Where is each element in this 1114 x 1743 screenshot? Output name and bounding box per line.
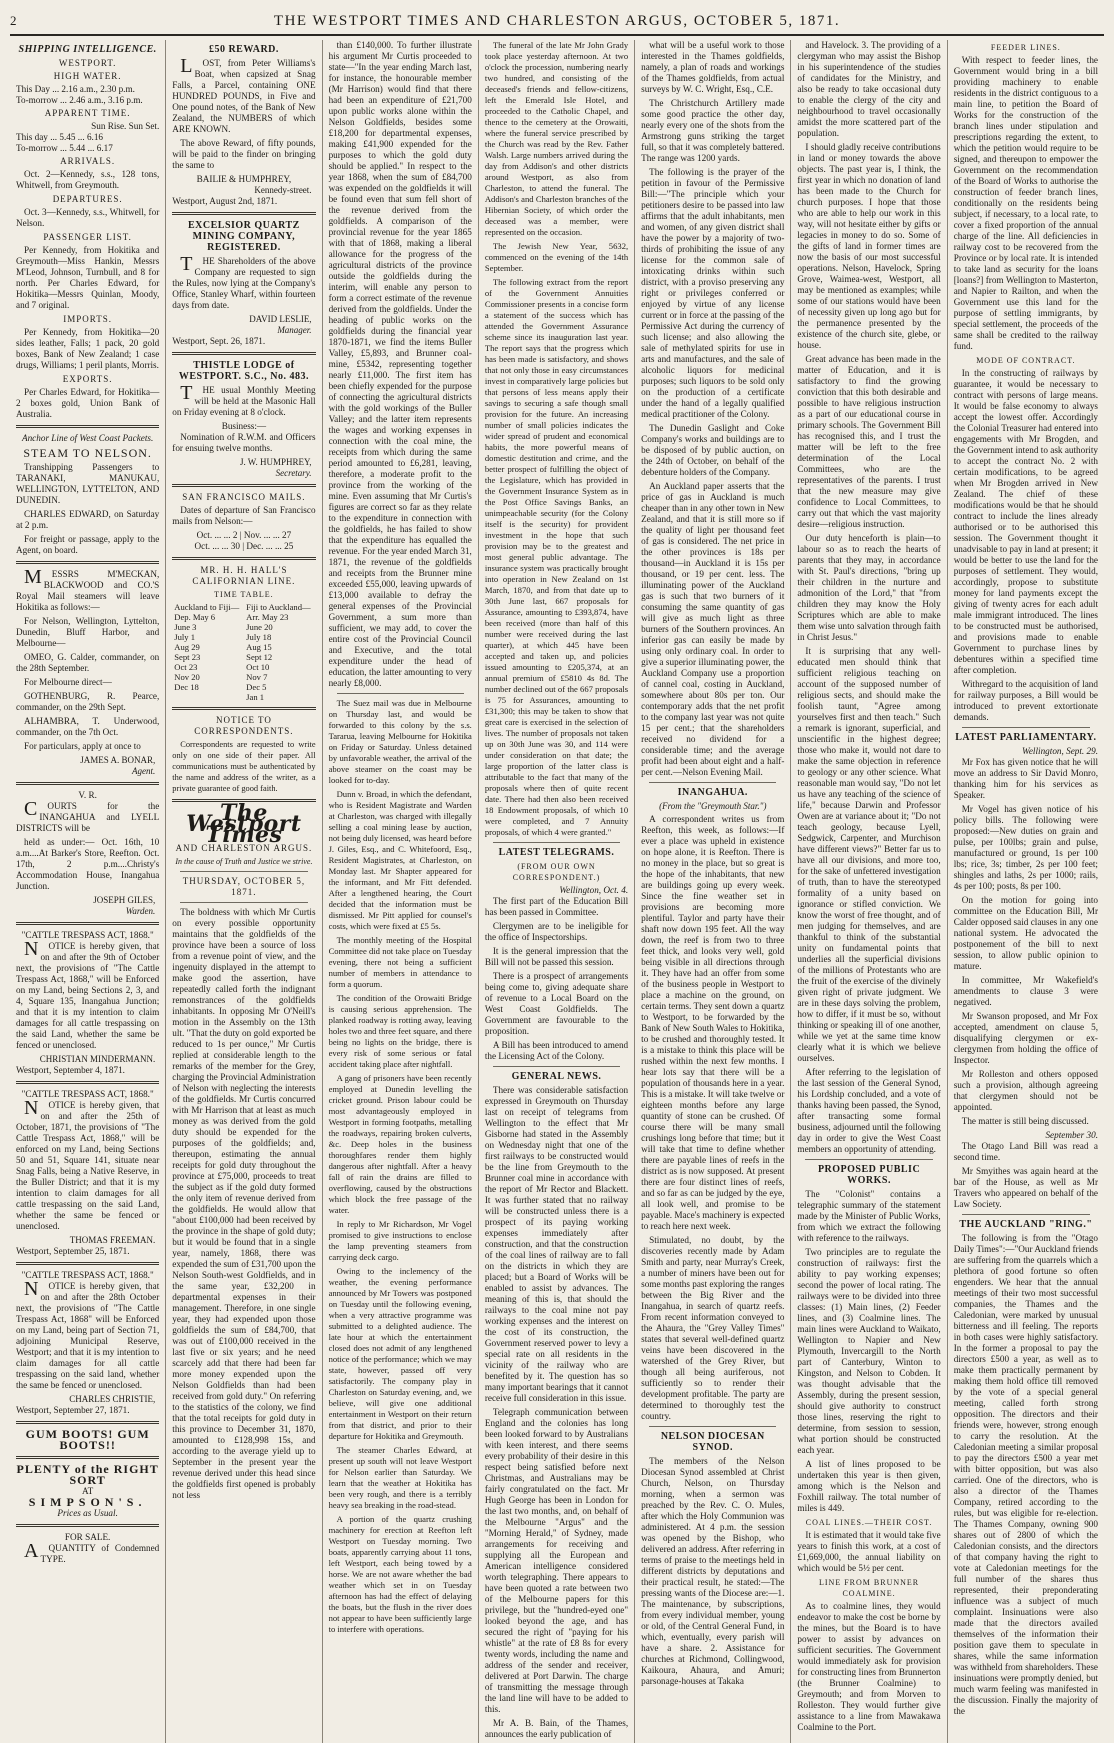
timetable-cell: Oct 10: [246, 662, 270, 672]
divider: [16, 425, 159, 428]
correspondents-heading: NOTICE TO CORRESPONDENTS.: [194, 715, 294, 736]
divider: [172, 352, 315, 355]
general-news-item: The Dunedin Gaslight and Coke Company's works and buildings are to be disposed of by public auction, on the 24th of October, on behalf of the debenture holders of the Company.: [641, 423, 785, 477]
timetable-cell: Nov 20: [174, 672, 200, 682]
high-water-line: To-morrow ... 2.46 a.m., 3.16 p.m.: [16, 95, 143, 105]
timetable-cell: Dec 18: [174, 682, 199, 692]
news-item: The monthly meeting of the Hospital Committee did not take place on Tuesday evening, there not being a sufficient number of members in attendance to form a quorum.: [328, 935, 472, 989]
telegram-item: A Bill has been introduced to amend the Licensing Act of the Colony.: [484, 1040, 629, 1061]
timetable-cell: July 1: [174, 632, 196, 642]
timetable-cell: Sept 12: [246, 652, 273, 662]
divider: [649, 782, 776, 783]
steam-nelson-text: Transhipping Passengers to TARANAKI, MANUKAU, WELLINGTON, LYTTELTON, AND DUNEDIN.: [16, 462, 160, 505]
exports-heading: EXPORTS.: [62, 374, 113, 384]
steam-nelson-vessel: CHARLES EDWARD, on Saturday at 2 p.m.: [16, 509, 160, 530]
prices-text: Prices as Usual.: [57, 1508, 118, 1518]
gothenburg-sailing: GOTHENBURG, R. Pearce, commander, on the 29th Sept.: [16, 691, 160, 712]
melbourne-direct: For Melbourne direct—: [24, 677, 112, 687]
general-news-item: The following is the prayer of the petition in favour of the Permissive Bill:—"The principle which your petitioners desire to be passed into law affirms that the adult inhabitants, men and women, of any given district shall have the power by a majority of two-thirds of prohibiting the issue of any license for the common sale of intoxicating drinks within such district, with a proviso preserving any right or privileges conferred or enjoyed by virtue of any license current or in force at the passing of the Permissive Act during the currency of such license; and also allowing the sale of methylated spirits for use in arts and manufactures, and the sale of alcoholic liquors for medicinal purposes; such liquors to be sold only on the production of a certificate under the hand of a legally qualified medical practitioner of the Colony.: [641, 167, 785, 419]
general-news-item: Telegraph communication between England and the colonies has long been looked forward to by Australians with keen interest, and there seems every probability of their desire in this respect being satisfied before next Christmas, and Australians may be fairly congratulated on the fact. Mr Hugh George has been in London for the last two months, and, on behalf of the Melbourne "Argus" and the "Morning Herald," of Sydney, made arrangements for receiving and supplying all the European and American intelligence considered worth telegraphing. There appears to have been quoted a rate between two of the Melbourne papers for this privilege, but the "hundred-eyed one" looked beyond the age, and has secured the right of "paying for his whistle" at the rate of £8 8s for every twenty words, including the name and address of the sender and receiver, delivered at Port Darwin. The charge of transmitting the message through the land line will have to be added to this.: [484, 1407, 629, 1714]
trespass-date: Westport, September 4, 1871.: [16, 1065, 125, 1075]
parliamentary-item: The Otago Land Bill was read a second time.: [953, 1141, 1098, 1162]
inangahua-text: Stimulated, no doubt, by the discoveries recently made by Adam Smith and party, near Murray's Creek, a number of miners have been out for some months past exploring the ranges between the Big River and the Inangahua, in search of quartz reefs. From recent information conveyed to the Ahaura, the "Grey Valley Times" states that several well-defined quartz veins have been discovered in the watershed of the Grey River, but though all being auriferous, not sufficiently so to render their development profitable. The party are determined to thoroughly test the country.: [641, 1235, 785, 1421]
paper-title: The Westport Times: [186, 800, 302, 848]
parliamentary-item: Mr Swanson proposed, and Mr Fox accepted, amendment on clause 5, disqualifying clergymen or ex-clergymen from holding the office of Inspector.: [953, 1011, 1098, 1065]
quartz-text: THE Shareholders of the above Company are requested to sign the Rules, now lying at the Company's Office, Stanley Wharf, within fourteen days from date.: [172, 253, 316, 310]
agent-name: JAMES A. BONAR,: [80, 755, 156, 765]
divider: [16, 922, 159, 925]
column-1: [10, 40, 166, 1743]
departures-heading: DEPARTURES.: [52, 194, 123, 204]
column-3: [323, 40, 479, 1743]
feeder-lines-heading: FEEDER LINES.: [990, 43, 1061, 52]
lodge-signature: J. W. HUMPHREY,: [239, 457, 312, 467]
trespass-text: NOTICE is hereby given, that on and after the 25th of October, 1871, the provisions of "The Cattle Trespass Act, 1868," will be enforced on my Land, being Sections 50 and 51, Square 141, situate near Snag Falls, being a Native Reserve, in the Buller District; and that it is my intention to claim damages for all cattle trespassing on the said Land, whether the same be fenced or unenclosed.: [16, 1097, 160, 1231]
parliamentary-item: In committee, Mr Wakefield's amendments to clause 3 were negatived.: [953, 975, 1098, 1007]
editorial-text: than £140,000. To further illustrate his argument Mr Curtis proceeded to state—"In the year ending March last, for instance, the honourable member (Mr Harrison) would find that there had been an expenditure of £21,700 upon public works alone within the Nelson Goldfields, besides some £18,200 for departmental expenses, making £41,900 expended for the purposes to which the gold duty should be applied." In respect to the year 1868, when the sum of £84,700 was expended on the goldfields it will be found even that sum fell short of the revenue derived from the goldfields. A comparison of the provincial revenue for the year 1865 with that of 1868, making a liberal allowance for the progress of the agricultural districts of the province outside the goldfields during the interim, will enable any person to form a correct estimate of the revenue derived from the goldfields. Under the heading of public works on the goldfields during the financial year 1870-1871, we find the items Buller Valley, £5,893, and Brunner coal-mine, £5342, representing together nearly £11,000. The first item has been chiefly expended for the purpose of connecting the agricultural districts with the gold workings of the Buller Valley; and the latter item represents the wages and working expenses in connection with the coal mine, the receipts from which during the same period amounted to £6,281, leaving, therefore, a moderate profit to the province from the working of the mine. Even assuming that Mr Curtis's figures are correct so far as they relate to the expenditure in connection with the goldfields, he has failed to show that the expenditure has equalled the revenue. For the year ended March 31, 1871, the revenue of the goldfields and receipts from the Brunner mine exceeded £55,000, leaving upwards of £13,000 available to defray the general expenses of the Provincial Government, a sum more than sufficient, we may add, to cover the entire cost of the Provincial Council and Executive, and the total expenditure under the head of education, the latter amounting to very nearly £8,000.: [328, 40, 472, 688]
paper-motto: In the cause of Truth and Justice we strive.: [175, 857, 313, 866]
apparent-time-heading: APPARENT TIME.: [44, 108, 131, 118]
newspaper-page: [10, 8, 1104, 1739]
inangahua-subtitle: (From the "Greymouth Star."): [659, 801, 767, 811]
trespass-date: Westport, September 27, 1871.: [16, 1405, 130, 1415]
reward-text: LOST, from Peter Williams's Boat, when capsized at Snag Falls, a Parcel, containing ONE HUNDRED POUNDS, in Five and One pound notes, of the Bank of New Zealand, the NUMBERS of which ARE KNOWN.: [172, 55, 316, 134]
general-news-heading: GENERAL NEWS.: [511, 1071, 602, 1082]
timetable-row: [172, 692, 315, 702]
divider: [172, 212, 315, 215]
timetable-cell: Arr. May 23: [246, 612, 289, 622]
quartz-title: Manager.: [277, 325, 312, 335]
alhambra-sailing: ALHAMBRA, T. Underwood, commander, on the 7th Oct.: [16, 716, 160, 737]
port-heading: WESTPORT.: [58, 58, 117, 68]
parliamentary-item: On the motion for going into committee on the Education Bill, Mr Calder opposed said clauses in any one national system. He advocated the postponement of the bill to next session, to allow public opinion to mature.: [953, 895, 1098, 971]
at-text: AT: [82, 1486, 94, 1496]
timetable-cell: Sept 23: [174, 652, 201, 662]
news-item: A gang of prisoners have been recently employed at Dunedin levelling the cricket ground. Prison labour could be most advantageously employed in Westport in forming footpaths, metalling the roadways, repairing broken culverts, &c. Deep holes in the business thoroughfares render them highly dangerous after nightfall. After a heavy fall of rain the drains are filled to overflowing, caused by the obstructions which block the free passage of the water.: [328, 1073, 472, 1215]
quartz-heading: EXCELSIOR QUARTZ MINING COMPANY, REGISTERED.: [188, 220, 300, 253]
mails-row: Oct. ... ... 2 | Nov. ... ... 27: [196, 530, 292, 540]
reward-signature: BAILIE & HUMPHREY,: [196, 174, 292, 184]
news-item: Dunn v. Broad, in which the defendant, who is Resident Magistrate and Warden at Charleston, was charged with illegally selling a coal mining lease by auction, not being duly licensed, was heard before J. Giles, Esq., and C. Whitefoord, Esq., Resident Magistrates, at Charleston, on Monday last. Mr Shapter appeared for the informant, and Mr Fitt defended. After a lengthened hearing, the Court decided that the information must be dismissed. Mr Pitt applied for counsel's costs, which were fixed at £5 5s.: [328, 789, 472, 931]
timetable-cell: Aug 15: [246, 642, 272, 652]
parliamentary-item: Mr Rolleston and others opposed such a provision, although agreeing that clergymen should not be appointed.: [953, 1069, 1098, 1112]
timetable-header-cell: Fiji to Auckland—: [246, 602, 311, 612]
news-item: The steamer Charles Edward, at present up south will not leave Westport for Nelson earlier than Saturday. We learn that the weather at Hokitika has been very rough, and there is a terribly heavy sea breaking in the road-stead.: [328, 1445, 472, 1510]
lodge-business-label: Business:—: [221, 421, 267, 431]
timetable-cell: Nov 7: [246, 672, 268, 682]
trespass-date: Westport, September 25, 1871.: [16, 1246, 130, 1256]
telegram-item: The first part of the Education Bill has been passed in Committee.: [484, 896, 629, 917]
quartz-signature: DAVID LESLIE,: [249, 314, 312, 324]
sun-rise-set-header: Sun Rise. Sun Set.: [91, 121, 160, 131]
paper-dateline: THURSDAY, OCTOBER 5, 1871.: [182, 876, 306, 897]
divider: [805, 1159, 932, 1160]
divider: [172, 484, 315, 487]
timetable-row: [172, 652, 315, 662]
news-item: The condition of the Orowaiti Bridge is causing serious apprehension. The planked roadway is rotting away, leaving holes two and three feet square, and there being no lights on the bridge, there is every risk of some serious or fatal accident taking place after nightfall.: [328, 993, 472, 1069]
mails-subtitle: Dates of departure of San Francisco mails from Nelson:—: [172, 505, 316, 526]
general-news-item: The Christchurch Artillery made some good practice the other day, nearly every one of the shots from the Armstrong guns striking the target full, so that it was completely battered. The range was 1200 yards.: [641, 98, 785, 163]
particulars-text: For particulars, apply at once to: [24, 741, 141, 751]
timetable-cell: June 20: [246, 622, 273, 632]
trespass-signature: CHRISTIAN MINDERMANN.: [39, 1054, 156, 1064]
news-item: Owing to the inclemency of the weather, the evening performance announced by Mr Towers was postponed on Tuesday until the following evening, when a very attractive programme was submitted to a delighted audience. The late hour at which the entertainment closed does not admit of any lengthened notice of the performance; which we may state, however, passed off very satisfactorily. The company play in Charleston on Saturday evening, and, we believe, will give one additional entertainment in Westport on their return from that district, and prior to their departure for Hokitika and Greymouth.: [328, 1266, 472, 1441]
synod-heading: NELSON DIOCESAN SYNOD.: [660, 1431, 765, 1453]
telegrams-dateline: Wellington, Oct. 4.: [559, 885, 629, 895]
general-news-item: An Auckland paper asserts that the price of gas in Auckland is much cheaper than in any other town in New Zealand, and that it is still more so if the quality of light per thousand feet of gas is considered. The net price in the other provinces is 18s per thousand—in Auckland it is 15s per thousand, or 19 per cent. less. The illuminating power of the Auckland gas is such that two burners of it consuming the same quantity of gas will give as much light as three burners of the Southern provinces. An inferior gas can easily be made by using only ordinary coal. In order to give a superior illuminating power, the Auckland Company use a proportion of cannel coal, costing in Auckland, somewhere about 80s per ton. Our contemporary adds that the net profit to the company last year was not quite 15 per cent.; that the shareholders received no dividend for a considerable time; and the average profit had been about eight and a half-per cent.—Nelson Evening Mail.: [641, 481, 785, 777]
synod-text: I should gladly receive contributions in land or money towards the above objects. The past year is, I think, the first year in which no donation of land has been made to the Church for church purposes. I hope that those who are able to help our work in this way, will not hesitate either by gifts or legacies in money to do so. Some of the gifts of land in former times are now the basis of our most successful operations. Nelson, Havelock, Spring Grove, Waimea-west, Westport, all may be mentioned as examples; while some of our stations would have been of necessity given up long ago but for the permanence presented by the existence of the church site, glebe, or house.: [797, 142, 941, 350]
telegram-item: It is the general impression that the Bill will not be passed this session.: [484, 946, 629, 967]
lodge-title: Secretary.: [275, 468, 312, 478]
timetable-row: [172, 672, 315, 682]
reward-heading: £50 REWARD.: [208, 44, 279, 55]
inangahua-text: A correspondent writes us from Reefton, this week, as follows:—If ever a place was upheld in existence on hope alone, it is Reefton. There is no money in the place, but so great is the hope of the inhabitants, that new are buildings going up every week. Since the fine weather set in provisions are becoming more plentiful. Taylor and party have their shaft now down 195 feet. All the way down, the reef is from two to three feet thick, and looks very well, gold being visible in all directions through it. They have had an offer from some of the business people in Westport to place a machine on the ground, on certain terms. They sent down a quartz to Westport, to be forwarded by the Bank of New South Wales to Hokitika, to be crushed and thoroughly tested. It is a mistake to think this place will be rushed within the next few months. I hear lots say that there will be a population of thousands here in a year. This is a mistake. It will take twelve or eighteen months before any large quantity of stone can be crushed. Of course there will be many small crushings long before that time; but it will take that time to define whether there are payable lines of reefs in the district as is now supposed. At present there are four distinct lines of reefs, and so far as can be judged by the eye, all look well, and promise to be payable. Mace's machinery is expected to reach here next week.: [641, 814, 785, 1231]
arrivals-text: Oct. 2—Kennedy, s.s., 128 tons, Whitwell, from Greymouth.: [16, 169, 160, 190]
divider: [16, 1524, 159, 1527]
steam-nelson-apply: For freight or passage, apply to the Agent, on board.: [16, 534, 160, 555]
timetable-cell: Aug 29: [174, 642, 200, 652]
timetable-row: [172, 642, 315, 652]
divider: [16, 1262, 159, 1265]
coal-lines-heading: COAL LINES.—THEIR COST.: [805, 1518, 933, 1527]
trespass-signature: CHARLES CHRISTIE,: [69, 1394, 156, 1404]
telegram-item: Clergymen are to be ineligible for the office of Inspectorships.: [484, 921, 629, 942]
divider: [16, 1081, 159, 1084]
timetable-row: [172, 662, 315, 672]
lodge-heading: THISTLE LODGE of WESTPORT. S.C., No. 483.: [178, 360, 309, 382]
page-number: 2: [10, 13, 17, 28]
timetable-header: [172, 602, 315, 612]
parliamentary-heading: LATEST PARLIAMENTARY.: [955, 732, 1097, 743]
general-news-item: There was considerable satisfaction expressed in Greymouth on Thursday last on receipt of telegrams from Wellington to the effect that Mr Gisborne had stated in the Assembly on Wednesday night that one of the first railways to be constructed would be the line from Greymouth to the Brunner coal mine in accordance with the report of Mr Rector and Blackett. It was further stated that no railway will be constructed unless there is a prospect of its paying working expenses immediately after construction, and that the construction of the coal lines of railway are to fall on the districts in which they are placed; but a Board of Works will be enabled to assist by advances. The meaning of this is, that should the railways to the coal mine not pay working expenses and the interest on the cost of its construction, the Government reserved power to levy a special rate on all residents in the vicinity of the railway who are benefited by it. The question has so many important bearings that it cannot receive full consideration in this issue.: [484, 1085, 629, 1403]
timetable: [172, 602, 315, 702]
timetable-cell: Dec 5: [246, 682, 267, 692]
reward-date: Westport, August 2nd, 1871.: [172, 196, 278, 206]
divider: [16, 782, 159, 785]
shipping-heading: SHIPPING INTELLIGENCE.: [18, 44, 157, 55]
divider: [493, 842, 620, 843]
divider: [16, 1421, 159, 1424]
contract-text: In the constructing of railways by guarantee, it would be necessary to contract with persons of large means. It would be false economy to always accept the lowest offer. Accordingly the Colonial Treasurer had entered into engagements with Mr Brogden, and the Government intend to ask authority to accept the contract No. 2 with certain modifications, to be agreed when Mr Brogden arrived in New Zealand. The chief of these modifications would be that he should contract to include the lines already authorised or to be authorised this session. The Government thought it unadvisable to pay in land at present; it would be better to use the land for the purposes of settlement. They would, accordingly, propose to substitute money for land payments except the giving of twenty acres for each adult male immigrant introduced. The lines to be constructed must be authorised, and provisions made to enable Government to purchase lines by debentures within a specified time after completion.: [953, 368, 1098, 675]
warden-name: JOSEPH GILES,: [93, 895, 156, 905]
reward-text: The above Reward, of fifty pounds, will be paid to the finder on bringing the same to: [172, 138, 316, 170]
timetable-cell: [172, 692, 244, 702]
sun-times-line: This day ... 5.45 ... 6.16: [16, 132, 104, 142]
anchor-line-heading: Anchor Line of West Coast Packets.: [21, 433, 154, 443]
reward-street: Kennedy-street.: [254, 185, 312, 195]
mails-row: Oct. ... ... 30 | Dec. ... ... 25: [194, 541, 294, 551]
divider: [962, 727, 1090, 728]
plenty-heading: PLENTY of the RIGHT SORT: [16, 1462, 159, 1487]
inangahua-heading: INANGAHUA.: [677, 787, 748, 798]
trespass-heading: "CATTLE TRESPASS ACT, 1868.": [21, 930, 154, 940]
steam-nelson-heading: STEAM TO NELSON.: [23, 446, 152, 460]
parliamentary-dateline: Wellington, Sept. 29.: [1022, 746, 1098, 756]
column-4: [479, 40, 635, 1743]
high-water-line: This Day ... 2.16 a.m., 2.30 p.m.: [16, 84, 135, 94]
trespass-signature: THOMAS FREEMAN.: [69, 1235, 156, 1245]
divider: [649, 1426, 776, 1427]
divider: [172, 707, 315, 710]
vr-mark: V. R.: [78, 790, 97, 800]
parliamentary-dateline: September 30.: [1045, 1130, 1098, 1140]
auckland-ring-text: The following is from the "Otago Daily Times":—"Our Auckland friends are suffering from the quarrels which a plethora of good fortune so often engenders. We hear that the annual meetings of their two most successful companies, the Thames and the Caledonian, were marked by unusual bitterness and ill feeling. The reports in both cases were highly satisfactory. In the former a proposal to pay the directors £500 a year, as well as to make them practically permanent by making them hold office till removed by the vote of a special general meeting, called forth strong opposition. The directors and their friends were, however, strong enough to carry the resolution. At the Caledonian meeting a similar proposal to pay the directors £500 a year met with bitter opposition, but was also carried. One of the directors, who is also a director of the Thames Company, retired according to the rules, but was eligible for re-election. The Thames Company, owning 900 shares out of 2800 of which the Caledonian consists, and the directors of that company having the right to vote at Caledonian meetings for the full number of the shares thus represented, their preponderating influence was a subject of much complaint. Insinuations were also made that the directors availed themselves of the information their position gave them to speculate in shares, while the same information was withheld from shareholders. These insinuations were promptly denied, but much warm feeling was manifested in the discussion. Finally the majority of the: [953, 1233, 1098, 1716]
trespass-heading: "CATTLE TRESPASS ACT, 1868.": [21, 1270, 154, 1280]
trespass-heading: "CATTLE TRESPASS ACT, 1868.": [21, 1089, 154, 1099]
sun-times-line: To-morrow ... 5.44 ... 6.17: [16, 143, 113, 153]
quartz-date: Westport, Sept. 26, 1871.: [172, 336, 266, 346]
newspaper-masthead-title: THE WESTPORT TIMES AND CHARLESTON ARGUS, OCTOBER 5, 1871.: [273, 12, 841, 29]
parliamentary-item: Mr Fox has given notice that he will move an address to Sir David Monro, thanking him for his services as Speaker.: [953, 757, 1098, 800]
mcmeckan-route: For Nelson, Wellington, Lyttelton, Dunedin, Bluff Harbor, and Melbourne—: [16, 616, 160, 648]
correspondents-text: Correspondents are requested to write only on one side of their paper. All communications must be authenticated by the name and address of the writer, as a private guarantee of good faith.: [172, 740, 316, 793]
news-item: The funeral of the late Mr John Grady took place yesterday afternoon. At two o'clock the procession, numbering nearly two hundred, and consisting of the deceased's friends and fellow-citizens, left the Emerald Isle Hotel, and proceeded to the Catholic Chapel, and thence to the cemetery at the Orowaiti, where the funeral service prescribed by the Church was read by the Rev. Father Walsh. Large numbers arrived during the day from Addison's and other districts around Westport, as also from Charleston, to attend the funeral. The Addison's and Charleston branches of the Hibernian Society, of which order the deceased was a member, were represented on the occasion.: [484, 40, 629, 237]
synod-text: and Havelock. 3. The providing of a clergyman who may assist the Bishop in his superintendence of the studies of candidates for the Ministry, and also be ready to take occasional duty to enable the clergy of the city and neighbourhood to travel occasionally amidst the more scattered part of the population.: [797, 40, 941, 138]
timetable-cell: June 3: [174, 622, 197, 632]
synod-text: It is surprising that any well-educated men should think that sufficient religious teaching on account of the supposed number of religious sects, and should make the foolish taunt, "Agree among yourselves first and then teach." Such a remark is ignorant, superficial, and unscientific in the highest degree; those who make it, would not dare to make the same objection in reference to geology or any other science. What reasonable man would say, "Do not let us have any teaching of the science of life," because Darwin and Professor Owen are at variance about it; "Do not teach geology, because Lyell, Sedgwick, Carpenter, and Murchison have different views?" Better far us to have all our divisions, and more too, for the sake of unfettered investigation of truth, than to have the stereotyped formality of a unity based on ignorance or stifled conviction. We know the worst of free thought, and of men judging for themselves, and are thankful to think of the substantial unity on fundamental points that underlies all the superficial divisions of the millions of Protestants who are the fruit of the exercise of the divinely given right of private judgment. We are in these days solving the problem, how to differ, if it must be so, without thinking or speaking ill of one another, while we yet at the same time know clearly what it is which we believe ourselves.: [797, 646, 941, 1063]
synod-text: The members of the Nelson Diocesan Synod assembled at Christ Church, Nelson, on Thursday morning, when a sermon was preached by the Rev. C. O. Mules, after which the Holy Communion was administered. At 4 p.m. the session was opened by the Bishop, who delivered an address. After referring in terms of praise to the meetings held in different districts by deputations and their practical result, he stated:—The pressing wants of the Diocese are:—1. The maintenance, by subscriptions, from every individual member, young or old, of the Central General Fund, in which, eventually, every parish will have a share. 2. Assistance for churches at Richmond, Collingwood, Kaikoura, Ahaura, and Amuri; parsonage-houses at Takaka: [641, 1456, 785, 1686]
simpsons-heading: SIMPSON'S.: [28, 1495, 147, 1509]
news-item: A portion of the quartz crushing machinery for erection at Reefton left Westport on Tuesday morning. Two boats, apparently carrying about 11 tons, left Westport, each being towed by a horse. We are not aware whether the bad weather which set in on Tuesday afternoon has had the effect of delaying the boats, but the flush in the river does not appear to have been sufficiently large to interfere with operations.: [328, 1514, 472, 1634]
column-5: [635, 40, 791, 1743]
contract-heading: MODE OF CONTRACT.: [976, 356, 1076, 365]
telegram-item: There is a prospect of arrangements being come to, giving adequate share of revenue to a Local Board on the West Coast Goldfields. The Government are favourable to the proposition.: [484, 971, 629, 1036]
timetable-cell: Oct 23: [174, 662, 198, 672]
public-works-text: The "Colonist" contains a telegraphic summary of the statement made by the Minister of Public Works, from which we extract the following with reference to the railways.: [797, 1189, 941, 1243]
courts-text: held as under:— Oct. 16th, 10 a.m....At Barker's Store, Reefton. Oct. 17th, 2 p.m....Christy's Accommodation House, Inangahua Junction.: [16, 837, 160, 891]
timetable-cell: July 18: [246, 632, 272, 642]
columns: [10, 40, 1104, 1739]
parliamentary-item: Mr Smyithes was again heard at the bar of the House, as well as Mr Travers who appeared on behalf of the Law Society.: [953, 1166, 1098, 1209]
public-works-text: Two principles are to regulate the construction of railways: first the ability to pay working expenses; second the power of local rating. The railways were to be divided into three classes: (1) Main lines, (2) Feeder lines, and (3) Coalmine lines. The main lines were Auckland to Waikato, Wellington to Napier and New Plymouth, Invercargill to the North part of Canterbury, Winton to Kingston, and Nelson to Cobden. It was thought advisable that the Assembly, during the present session, should give authority to construct those lines, reserving the right to determine, from session to session, what portion should be constructed each year.: [797, 1247, 941, 1455]
omeo-sailing: OMEO, G. Calder, commander, on the 28th September.: [16, 652, 160, 673]
news-item: In reply to Mr Richardson, Mr Vogel promised to give instructions to enclose the lamp preventing steamers from carrying deck cargo.: [328, 1219, 472, 1262]
news-item: The Jewish New Year, 5632, commenced on the evening of the 14th September.: [484, 241, 629, 273]
parliamentary-item: Mr Vogel has given notice of his policy bills. The following were proposed:—New duties on grain and pulse, per 100lbs; grain and pulse, manufactured or ground, 1s per 100 lbs; rice, 3s; timber, 2s per 100 feet; shingles and laths, 2s per 1000; rails, 4s per 100; posts, 8s per 100.: [953, 804, 1098, 891]
column-2: [166, 40, 322, 1743]
coal-lines-text: It is estimated that it would take five years to finish this work, at a cost of £1,669,000, the annual liability on which would be 5½ per cent.: [797, 1530, 941, 1573]
courts-heading: COURTS for the INANGAHUA and LYELL DISTRICTS will be: [16, 798, 160, 833]
column-7: [948, 40, 1104, 1743]
lodge-text: THE usual Monthly Meeting will be held at the Masonic Hall on Friday evening at 8 o'clock.: [172, 382, 316, 417]
telegrams-heading: LATEST TELEGRAMS.: [498, 847, 615, 858]
column-6: [791, 40, 947, 1743]
arrivals-heading: ARRIVALS.: [60, 156, 116, 166]
telegrams-subtitle: (FROM OUR OWN CORRESPONDENT.): [512, 862, 601, 882]
brunner-text: As to coalmine lines, they would endeavor to make the cost be borne by the mines, but the Board is to have power to assist by advances on sufficient securities. The Government would immediately ask for provision for constructing lines from Brunnerton (the Brunner Coalmine) to Greymouth; and from Morven to Rolleston. They would further give assistance to a line from Mawakawa Coalmine to the Port.: [797, 1601, 941, 1732]
auckland-ring-heading: THE AUCKLAND "RING.": [959, 1219, 1093, 1230]
hall-subtitle: TIME TABLE.: [214, 590, 274, 599]
timetable-cell: Jan 1: [246, 692, 265, 702]
imports-text: Per Kennedy, from Hokitika—20 sides leather, Falls; 1 pack, 20 gold boxes, Bank of New Zealand; 1 case drugs, Williams; 1 peril plants, Morris.: [16, 327, 160, 370]
public-works-text: A list of lines proposed to be undertaken this year is then given, among which is the Nelson and Foxhill railway. The total number of miles is 449.: [797, 1459, 941, 1513]
synod-text: After referring to the legislation of the last session of the General Synod, his Lordship concluded, and a vote of thanks having been passed, the Synod, after transacting some formal business, adjourned until the following day in order to give the West Coast members an opportunity of attending.: [797, 1067, 941, 1154]
for-sale-heading: FOR SALE.: [64, 1532, 111, 1542]
mcmeckan-text: MESSRS M'MECKAN, BLACKWOOD and CO.'S Royal Mail steamers will leave Hokitika as follows:—: [16, 566, 160, 612]
imports-heading: IMPORTS.: [63, 314, 112, 324]
general-news-item: Mr A. B. Bain, of the Thames, announces the early publication of: [484, 1718, 629, 1739]
paper-subtitle: AND CHARLESTON ARGUS.: [175, 843, 313, 853]
hall-heading: MR. H. H. HALL'S CALIFORNIAN LINE.: [192, 565, 296, 586]
timetable-cell: Dep. May 6: [174, 612, 216, 622]
divider: [172, 557, 315, 560]
divider: [16, 1456, 159, 1459]
timetable-row: [172, 632, 315, 642]
divider: [16, 561, 159, 564]
masthead: [10, 8, 1104, 36]
editorial-text: The boldness with which Mr Curtis on every possible opportunity maintains that the goldfields of the province have been a source of loss from a revenue point of view, and the ingenuity displayed in the attempt to make good the assertion, have repeatedly called forth the indignant remonstrances of the goldfields inhabitants. In opposing Mr O'Neill's motion in the Assembly on the 13th ult. "That the duty on gold exported be reduced to 1s per ounce," Mr Curtis replied at considerable length to the remarks of the member for the Grey, charging the Provincial Administration of Nelson with neglecting the interests of the goldfields. Mr Curtis concurred with Mr Harrison that at least as much money as was derived from the gold duty should be expended for the purposes of the goldfields; and, thereupon, estimating the annual receipts for gold duty throughout the province at £75,000, proceeds to treat the subject as if the gold duty formed the only item of revenue derived from the goldfields. He would allow that "about £100,000 had been received by the province in the shape of gold duty; but it would be found that in a single year, namely, 1868, there was expended the sum of £31,700 upon the Nelson South-west Goldfields, and in the same year, £32,200 in departmental expenses in their management. Therefore, in one single year, they had expended upon those goldfields the sum of £84,700, that was out of £100,000 received in the last five or six years; and he need scarcely add that there had been far more money expended upon the Nelson Goldfields than had been received from gold duty." On referring to the statistics of the colony, we find that the total receipts for gold duty in this province to December 31, 1870, amounted to £128,998 15s, and according to the average yield up to September in the present year the revenue derived under this head since the goldfields first opened is probably not less: [172, 907, 316, 1500]
brunner-heading: LINE FROM BRUNNER COALMINE.: [819, 1578, 920, 1598]
type-sale-text: AQUANTITY of Condemned TYPE.: [24, 1540, 160, 1564]
departures-text: Oct. 3—Kennedy, s.s., Whitwell, for Nelson.: [16, 207, 160, 228]
timetable-row: [172, 622, 315, 632]
divider: [337, 693, 464, 694]
synod-text: Great advance has been made in the matter of Education, and it is satisfactory to find the growing conviction that this both desirable and possible to have religious instruction as a part of our educational course in primary schools. The Government Bill has recognised this, and I trust the matter will be left to the free determination of the Local Committees, who are the representatives of the parents. I trust that the new measure may give confidence to Local Committees, to carry out that which the vast majority desire—religious instruction.: [797, 354, 941, 529]
timetable-header-cell: Auckland to Fiji—: [174, 602, 240, 612]
gum-boots-heading: GUM BOOTS! GUM BOOTS!!: [25, 1427, 150, 1452]
exports-text: Per Charles Edward, for Hokitika—2 boxes gold, Union Bank of Australia.: [16, 387, 160, 419]
news-item: The Suez mail was due in Melbourne on Thursday last, and would be forwarded to this colony by the s.s. Tararua, leaving Melbourne for Hokitika on Friday or Saturday. Unless detained by unfavorable weather, the arrival of the above steamer on the coast may be looked for to-day.: [328, 698, 472, 785]
synod-text: Our duty henceforth is plain—to labour so as to reach the hearts of parents that they may, in accordance with St. Paul's directions, "bring up their children in the nurture and admonition of the Lord," that "from children they may know the Holy Scriptures which are able to make them wise unto salvation through faith in Christ Jesus.": [797, 533, 941, 642]
mails-heading: SAN FRANCISCO MAILS.: [182, 492, 306, 502]
general-news-item: what will be a useful work to those interested in the Thames goldfields, namely, a plan of roads and workings of the Thames goldfields, from actual surveys by W. C. Wright, Esq., C.E.: [641, 40, 785, 94]
high-water-heading: HIGH WATER.: [53, 71, 122, 81]
passenger-text: Per Kennedy, from Hokitika and Greymouth—Miss Hankin, Messrs M'Leod, Johnson, Turnbull, and 8 for north. Per Charles Edward, for Hokitika—Messrs Quinlan, Moody, and 7 original.: [16, 245, 160, 310]
contract-text: Withregard to the acquisition of land for railway purposes, a Bill would be introduced to prevent extortionate demands.: [953, 679, 1098, 722]
warden-title: Warden.: [125, 906, 156, 916]
divider: [493, 1066, 620, 1067]
lodge-business-text: Nomination of R.W.M. and Officers for ensuing twelve months.: [172, 432, 316, 453]
agent-title: Agent.: [132, 766, 156, 776]
parliamentary-item: The matter is still being discussed.: [961, 1116, 1089, 1126]
trespass-text: NOTICE is hereby given, that on and after the 9th of October next, the provisions of "The Cattle Trespass Act, 1868," will be Enforced on my Land, being Sections 2, 3, and 4, Square 135, Inangahua Junction; and that it is my intention to claim damages for all cattle trespassing on the said Land, whether the same be fenced or unenclosed.: [16, 938, 160, 1050]
feeder-lines-text: With respect to feeder lines, the Government would bring in a bill providing machinery to enable residents in the district contiguous to a main line, to petition the Board of Works for the construction of the branch lines under stipulation and prescriptions regarding the extent, to which the petition would require to be signed, and thereupon to empower the Government on the recommendation of the Board of Works to authorise the construction of feeder branch lines, conditionally on the residents being subject, if necessary, to a local rate, to cover a fixed proportion of the annual charge of the line. All deficiencies in railway cost to be recovered from the Province or by local rate. It is intended to take land as security for the loans [loans?] from Wellington to Masterton, and Napier to Railton, and when the Government use this land for the purpose of settling immigrants, by special settlement, the proceeds of the same shall be credited to the railway fund.: [953, 55, 1098, 351]
news-item: The following extract from the report of the Government Annuities Commissioner presents in a concise form a statement of the success which has attended the Government Assurance scheme since its inauguration last year. The report says that the progress which has been made is satisfactory, and shows that not only those in easy circumstances invest in comparatively large policies but that persons of less means apply their savings to securing a safe though small provision for the future. An increasing number of small policies indicates the wider spread of prudent and economical habits, the more powerful means of domestic destitution and crime, and the better prospect of fulfilling the object of the Legislature, which has provided in the Government Insurance System as in the Post Office Savings Banks, an unimpeachable security (for the Colony itself is the security) for provident investment in the hope that such provision may be to the greatest and most general public advantage. The insurance system was practically brought into operation in New Zealand on 1st March, 1870, and from that date up to 30th June last, 667 proposals for Assurance, amounting to £393,874, have been received (more than half of this number were received during the last quarter), at which 445 have been accepted and taken up, and policies issued amounting to £205,374, at an annual premium of £5810 4s 8d. The number declined out of the 667 proposals is 75 for Assurances, amounting to £31,300; this may be taken to show that great care is exercised in the selection of lives. The number of proposals not taken up on 30th June was 30, and 114 were under consideration on that date; the large proportion of the latter class is attributable to the fact that many of the proposals where then of quite recent date. There had then also been received 18 Endowment proposals, of which 10 were completed, and 7 Annuity proposals, of which 4 were granted.": [484, 277, 629, 837]
divider: [180, 871, 307, 872]
trespass-text: NOTICE is hereby given, that on and after the 28th October next, the provisions of "The Cattle Trespass Act, 1868" will be Enforced on my Land, being part of Section 71, adjoining Municipal Reserve, Westport; and that it is my intention to claim damages for all cattle trespassing on the said land, whether the same be fenced or unenclosed.: [16, 1278, 160, 1390]
divider: [962, 1214, 1090, 1215]
divider: [180, 902, 307, 903]
timetable-row: [172, 612, 315, 622]
passenger-heading: PASSENGER LIST.: [43, 232, 132, 242]
public-works-heading: PROPOSED PUBLIC WORKS.: [817, 1164, 921, 1186]
timetable-row: [172, 682, 315, 692]
